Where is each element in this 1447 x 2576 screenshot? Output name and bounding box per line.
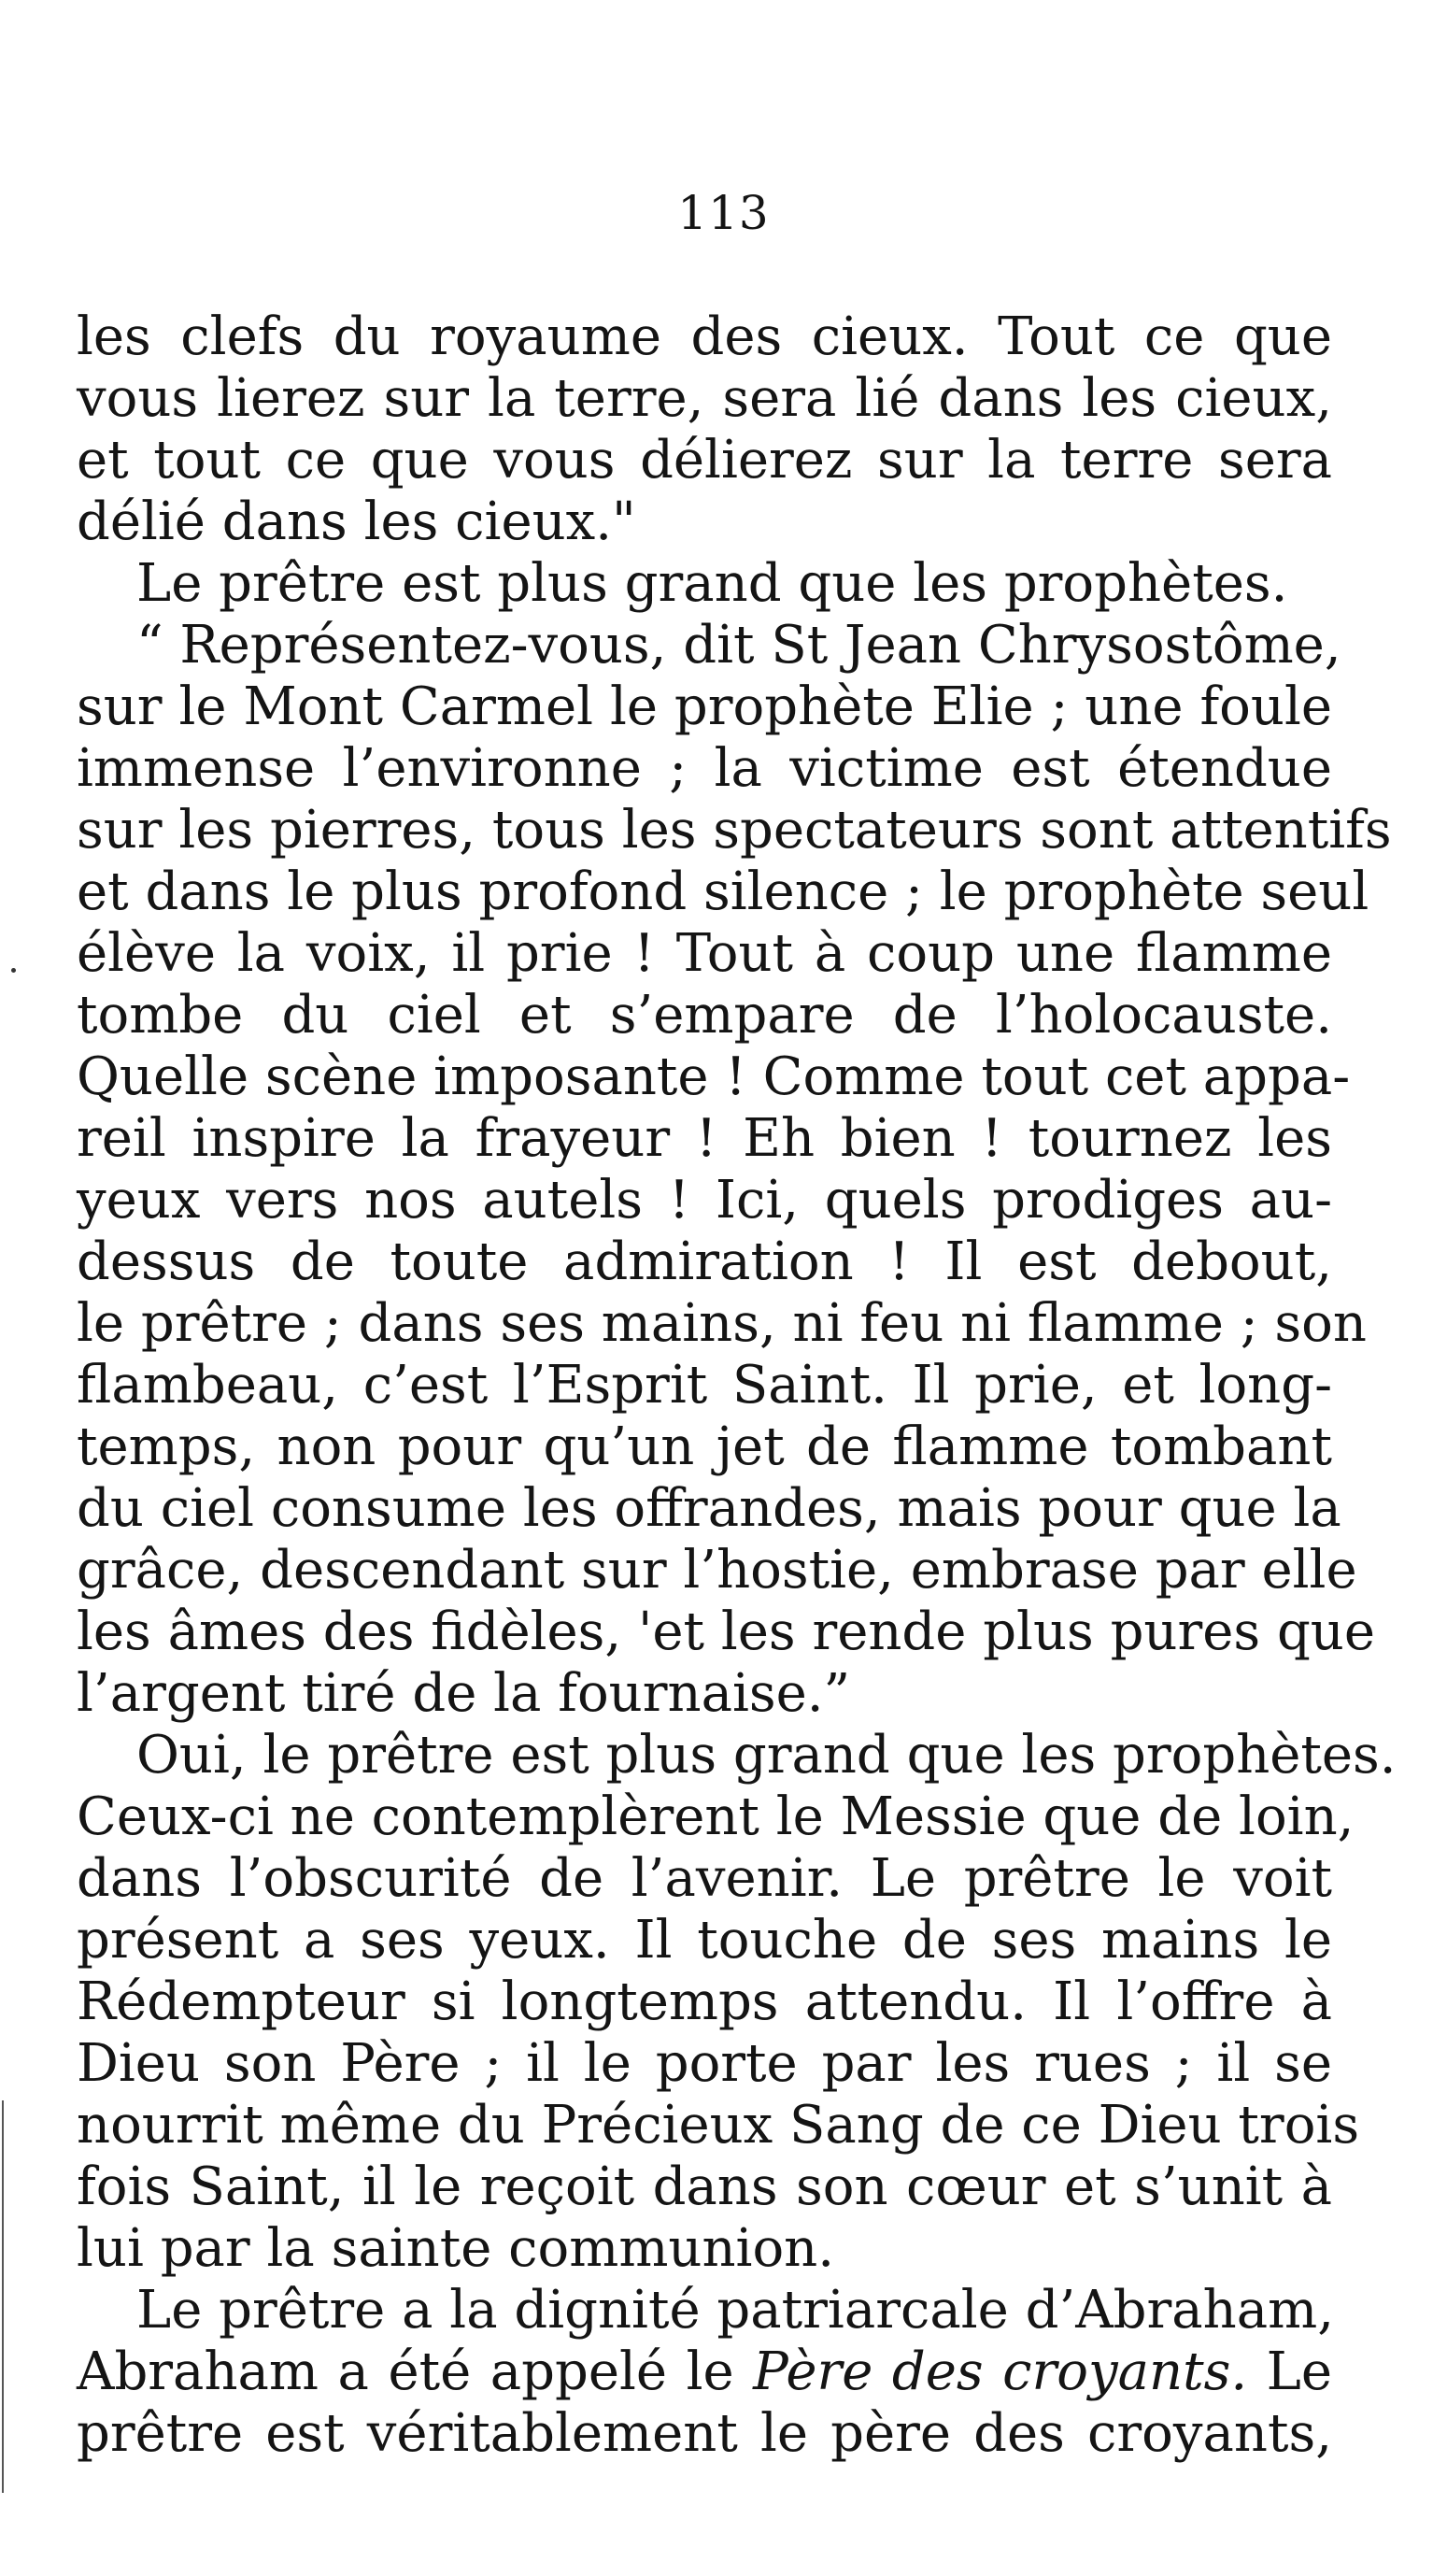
text-line: élève la voix, il prie ! Tout à coup une flamme — [77, 923, 1332, 984]
text-line: les clefs du royaume des cieux. Tout ce que — [77, 306, 1332, 367]
text-line: vous lierez sur la terre, sera lié dans les cieux, — [77, 368, 1332, 429]
text-line: sur le Mont Carmel le prophète Elie ; une foule — [77, 676, 1332, 737]
text-line — [77, 2341, 1332, 2403]
text-line: et dans le plus profond silence ; le prophète seul — [77, 861, 1369, 922]
text-line: nourrit même du Précieux Sang de ce Dieu trois — [77, 2095, 1360, 2156]
paragraph-first-line: “ Représentez-vous, dit St Jean Chrysostôme, — [136, 615, 1341, 676]
text-line: fois Saint, il le reçoit dans son cœur et s’unit à — [77, 2156, 1332, 2217]
text-line: le prêtre ; dans ses mains, ni feu ni flamme ; son — [77, 1293, 1367, 1354]
text-line: grâce, descendant sur l’hostie, embrase par elle — [77, 1540, 1357, 1601]
text-line: l’argent tiré de la fournaise.” — [77, 1663, 851, 1724]
text-line: tombe du ciel et s’empare de l’holocauste. — [77, 985, 1332, 1046]
paragraph-first-line: Oui, le prêtre est plus grand que les prophètes. — [136, 1725, 1397, 1786]
text-line: les âmes des fidèles, 'et les rende plus pures que — [77, 1601, 1375, 1662]
text-line: dessus de toute admiration ! Il est debout, — [77, 1231, 1332, 1292]
scan-speck — [11, 968, 16, 973]
text-line: du ciel consume les offrandes, mais pour que la — [77, 1478, 1341, 1539]
text-line: et tout ce que vous délierez sur la terre sera — [77, 430, 1332, 491]
text-line: Ceux-ci ne contemplèrent le Messie que de loin, — [77, 1786, 1355, 1847]
text-segment: Le — [1247, 2341, 1332, 2402]
text-line: yeux vers nos autels ! Ici, quels prodiges au- — [77, 1170, 1332, 1231]
text-line: dans l’obscurité de l’avenir. Le prêtre le voit — [77, 1848, 1332, 1909]
text-line: flambeau, c’est l’Esprit Saint. Il prie, et long- — [77, 1355, 1332, 1416]
text-line: Dieu son Père ; il le porte par les rues ; il se — [77, 2033, 1332, 2094]
text-line: prêtre est véritablement le père des croyants, — [77, 2403, 1332, 2464]
text-line: Quelle scène imposante ! Comme tout cet appa- — [77, 1046, 1351, 1107]
text-line: reil inspire la frayeur ! Eh bien ! tournez les — [77, 1108, 1332, 1169]
text-line: sur les pierres, tous les spectateurs sont attentifs — [77, 800, 1392, 861]
text-segment: Abraham a été appelé le — [77, 2341, 754, 2402]
text-line: immense l’environne ; la victime est étendue — [77, 738, 1332, 799]
text-line: présent a ses yeux. Il touche de ses mains le — [77, 1910, 1332, 1971]
text-line: délié dans les cieux." — [77, 491, 636, 552]
page-number: 113 — [677, 186, 770, 240]
text-line: Rédempteur si longtemps attendu. Il l’offre à — [77, 1971, 1332, 2032]
scan-edge-line — [2, 2100, 4, 2493]
italic-phrase: Père des croyants. — [753, 2341, 1248, 2402]
text-line: lui par la sainte communion. — [77, 2218, 835, 2279]
paragraph-first-line: Le prêtre a la dignité patriarcale d’Abraham, — [136, 2280, 1335, 2341]
text-line: temps, non pour qu’un jet de flamme tombant — [77, 1416, 1332, 1477]
paragraph-first-line: Le prêtre est plus grand que les prophètes. — [136, 553, 1288, 614]
